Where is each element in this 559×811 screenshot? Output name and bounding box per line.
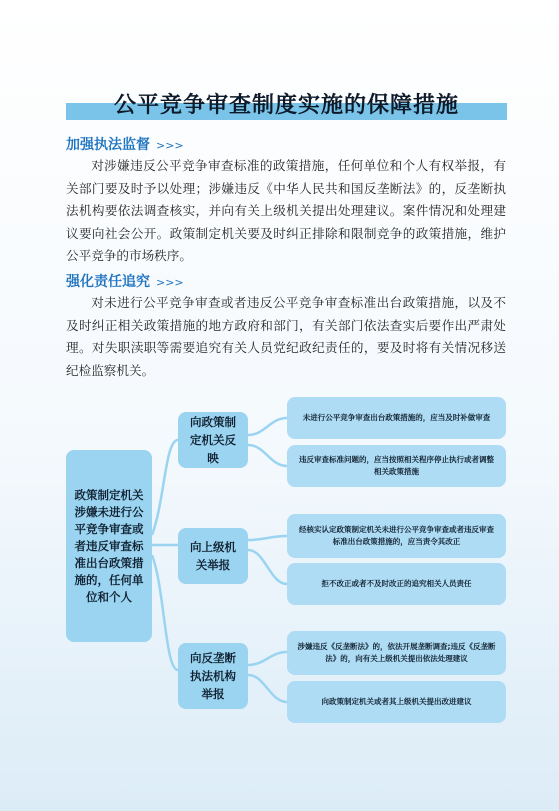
connector-branch3-leaf2 [248,675,287,702]
outcome-box: 经核实认定政策制定机关未进行公平竞争审查或者违反审查标准出台政策措施的，应当责令其改正 [287,514,506,558]
connector-branch1-leaf1 [248,418,287,435]
connector-branch2-leaf2 [248,550,287,584]
section-heading-text: 加强执法监督 [66,137,150,153]
outcome-box: 拒不改正或者不及时改正的追究相关人员责任 [287,563,506,605]
outcome-box: 未进行公平竞争审查出台政策措施的，应当及时补做审查 [287,397,506,439]
triple-arrow-icon: >>> [156,139,184,152]
connector-root-branch3 [152,555,178,670]
connector-branch3-leaf1 [248,652,287,665]
diagram-root-box: 政策制定机关涉嫌未进行公平竞争审查或者违反审查标准出台政策措施的，任何单位和个人 [66,450,152,642]
section-heading-text: 强化责任追究 [66,274,150,290]
outcome-box: 违反审查标准问题的，应当按照相关程序停止执行或者调整相关政策措施 [287,445,506,487]
connector-branch1-leaf2 [248,445,287,466]
branch-box-report-to-maker: 向政策制定机关反映 [178,412,248,468]
section-body-supervision: 对涉嫌违反公平竞争审查标准的政策措施，任何单位和个人有权举报，有关部门要及时予以处理；涉嫌违反《中华人民共和国反垄断法》的，反垄断执法机构要依法调查核实，并向有关上级机关提出处理建议。案件情况和处理建议要向社会公开。政策制定机关要及时纠正排除和限制竞争的政策措施，维护公平竞争的市场秩序。 [66,158,506,263]
connector-branch2-leaf1 [248,536,287,540]
branch-box-report-to-superior: 向上级机关举报 [178,528,248,584]
triple-arrow-icon: >>> [156,276,184,289]
page-title: 公平竞争审查制度实施的保障措施 [113,93,459,118]
connector-root-branch1 [152,440,178,535]
section-body-accountability: 对未进行公平竞争审查或者违反公平竞争审查标准出台政策措施，以及不及时纠正相关政策措施的地方政府和部门，有关部门依法查实后要作出严肃处理。对失职渎职等需要追究有关人员党纪政纪责任的，要及时将有关情况移送纪检监察机关。 [66,295,506,378]
branch-box-report-to-antitrust: 向反垄断执法机构举报 [178,643,248,709]
outcome-box: 涉嫌违反《反垄断法》的，依法开展垄断调查;违反《反垄断法》的，向有关上级机关提出依法处理建议 [287,631,506,675]
outcome-box: 向政策制定机关或者其上级机关提出改进建议 [287,681,506,723]
